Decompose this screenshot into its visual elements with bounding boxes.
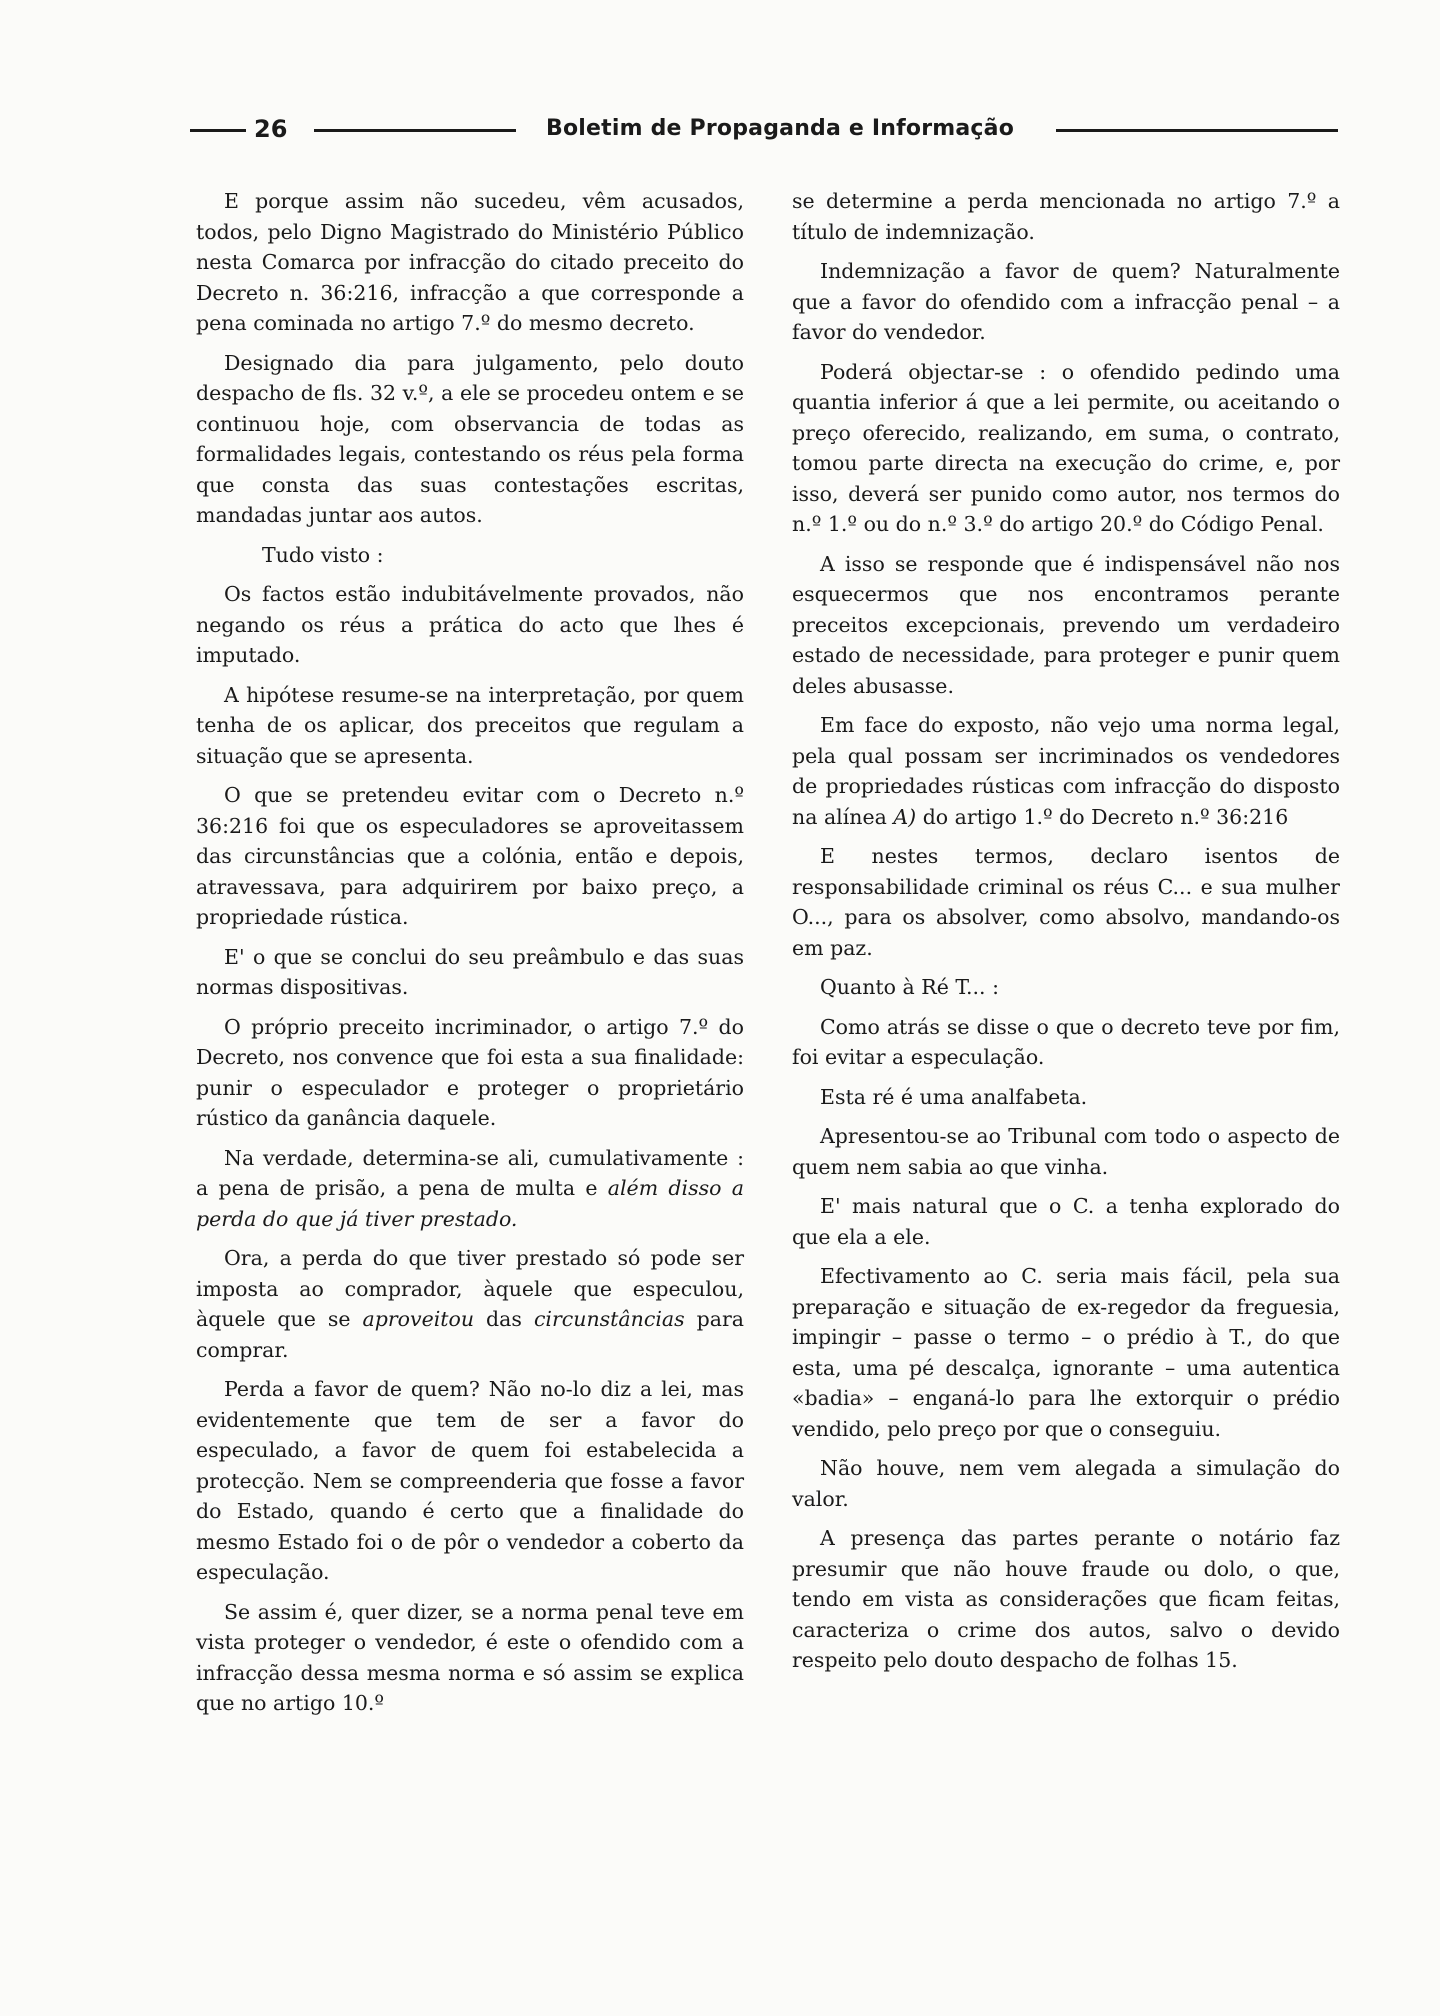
paragraph — [196, 1143, 744, 1235]
paragraph: Apresentou-se ao Tribunal com todo o aspecto de quem nem sabia ao que vinha. — [792, 1124, 1340, 1179]
paragraph-text: Ora, a perda do que tiver prestado só pode ser imposta ao comprador, àquele que especulou, àquele que se — [196, 1246, 744, 1331]
paragraph — [196, 1243, 744, 1365]
paragraph: O que se pretendeu evitar com o Decreto n.º 36:216 foi que os especuladores se aproveitassem das circunstâncias que a colónia, então e depois, atravessava, para adquirirem por baixo preço, a propriedade rústica. — [196, 783, 744, 929]
paragraph: E' o que se conclui do seu preâmbulo e das suas normas dispositivas. — [196, 944, 744, 999]
running-title: Boletim de Propaganda e Informação — [546, 116, 1015, 141]
paragraph: Efectivamento ao C. seria mais fácil, pela sua preparação e situação de ex-regedor da freguesia, impingir – passe o termo – o prédio à T., do que esta, uma pé descalça, ignorante – uma autentica «badia» – enganá-lo para lhe extorquir o prédio vendido, pelo preço por que o conseguiu. — [792, 1264, 1340, 1441]
italic-word: aproveitou — [362, 1307, 475, 1331]
paragraph-text: Em face do exposto, não vejo uma norma legal, pela qual possam ser incriminados os vendedores de propriedades rústicas com infracção do disposto na alínea — [792, 713, 1340, 829]
paragraph: Não houve, nem vem alegada a simulação do valor. — [792, 1456, 1340, 1511]
paragraph: A hipótese resume-se na interpretação, por quem tenha de os aplicar, dos preceitos que regulam a situação que se apresenta. — [196, 682, 744, 768]
paragraph-text: para comprar. — [196, 1307, 744, 1362]
paragraph: se determine a perda mencionada no artigo 7.º a título de indemnização. — [792, 189, 1340, 244]
paragraph: Indemnização a favor de quem? Naturalmente que a favor do ofendido com a infracção penal – a favor do vendedor. — [792, 259, 1340, 344]
paragraph: Como atrás se disse o que o decreto teve por fim, foi evitar a especulação. — [792, 1014, 1340, 1069]
paragraph: O próprio preceito incriminador, o artigo 7.º do Decreto, nos convence que foi esta a sua finalidade: punir o especulador e proteger o proprietário rústico da ganância daquele. — [196, 1014, 744, 1130]
paragraph: A isso se responde que é indispensável não nos esquecermos que nos encontramos perante preceitos excepcionais, prevendo um verdadeiro estado de necessidade, para proteger e punir quem deles abusasse. — [792, 551, 1340, 698]
paragraph: Quanto à Ré T... : — [820, 975, 999, 999]
running-header — [190, 112, 1340, 146]
paragraph: Os factos estão indubitávelmente provados, não negando os réus a prática do acto que lhes é imputado. — [196, 582, 744, 667]
paragraph: Designado dia para julgamento, pelo douto despacho de fls. 32 v.º, a ele se procedeu ontem e se continuou hoje, com observancia de todas as formalidades legais, contestando os réus pela forma que consta das suas contestações escritas, mandadas juntar aos autos. — [196, 350, 744, 527]
paragraph-text: Na verdade, determina-se ali, cumulativamente : a pena de prisão, a pena de multa e — [196, 1145, 744, 1200]
paragraph: Poderá objectar-se : o ofendido pedindo uma quantia inferior á que a lei permite, ou aceitando o preço oferecido, realizando, em suma, o contrato, tomou parte directa na execução do crime, e, por isso, deverá ser punido como autor, nos termos do n.º 1.º ou do n.º 3.º do artigo 20.º do Código Penal. — [792, 359, 1340, 536]
paragraph: A presença das partes perante o notário faz presumir que não houve fraude ou dolo, o que, tendo em vista as considerações que ficam feitas, caracteriza o crime dos autos, salvo o devido respeito pelo douto despacho de folhas 15. — [792, 1526, 1340, 1672]
italic-phrase: além disso a perda do que já tiver prestado. — [196, 1176, 744, 1231]
paragraph-text: das — [474, 1307, 534, 1331]
paragraph-text: do artigo 1.º do Decreto n.º 36:216 — [916, 804, 1289, 829]
paragraph: Esta ré é uma analfabeta. — [820, 1084, 1088, 1109]
paragraph: Tudo visto : — [262, 542, 384, 567]
left-column — [196, 186, 744, 1728]
header-rule-left — [190, 129, 246, 132]
header-rule-right — [1056, 129, 1338, 132]
right-column — [792, 186, 1340, 1685]
header-rule-middle — [314, 129, 516, 132]
page-number: 26 — [254, 115, 288, 143]
paragraph: E porque assim não sucedeu, vêm acusados, todos, pelo Digno Magistrado do Ministério Público nesta Comarca por infracção do citado preceito do Decreto n. 36:216, infracção a que corresponde a pena cominada no artigo 7.º do mesmo decreto. — [196, 189, 744, 335]
paragraph — [792, 710, 1340, 832]
paragraph: E nestes termos, declaro isentos de responsabilidade criminal os réus C... e sua mulher O..., para os absolver, como absolvo, mandando-os em paz. — [792, 844, 1340, 960]
paragraph: Perda a favor de quem? Não no-lo diz a lei, mas evidentemente que tem de ser a favor do especulado, a favor de quem foi estabelecida a protecção. Nem se compreenderia que fosse a favor do Estado, quando é certo que a finalidade do mesmo Estado foi o de pôr o vendedor a coberto da especulação. — [196, 1377, 744, 1584]
italic-word: circunstâncias — [533, 1307, 685, 1331]
paragraph: Se assim é, quer dizer, se a norma penal teve em vista proteger o vendedor, é este o ofendido com a infracção dessa mesma norma e só assim se explica que no artigo 10.º — [196, 1599, 744, 1715]
paragraph: E' mais natural que o C. a tenha explorado do que ela a ele. — [792, 1194, 1340, 1249]
italic-word: A) — [893, 804, 917, 829]
